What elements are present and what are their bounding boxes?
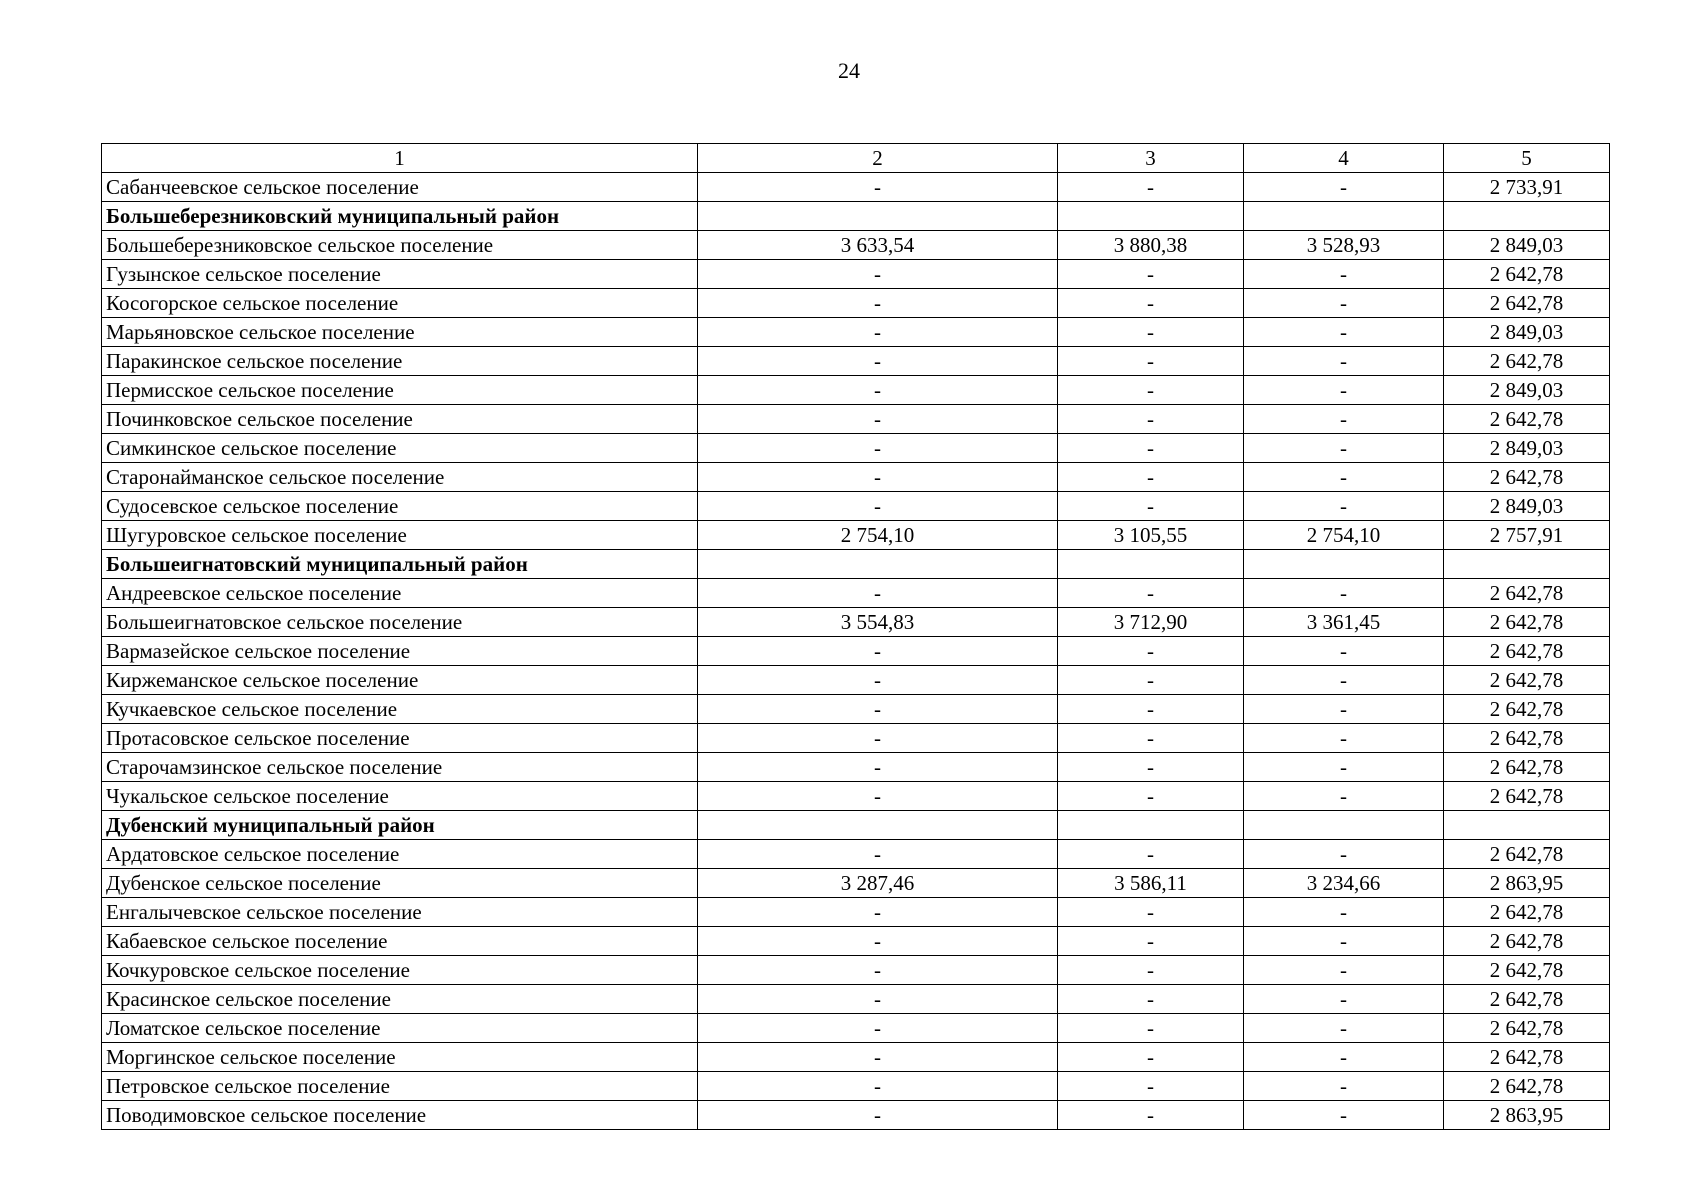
column-3-cell: - [1058, 840, 1244, 869]
column-4-cell: - [1244, 666, 1444, 695]
column-3-cell: - [1058, 463, 1244, 492]
column-5-cell: 2 642,78 [1444, 724, 1610, 753]
district-header-row [102, 550, 1610, 579]
settlement-name-cell: Дубенское сельское поселение [102, 869, 698, 898]
settlement-name-cell: Большеберезниковское сельское поселение [102, 231, 698, 260]
settlement-name-cell: Пермисское сельское поселение [102, 376, 698, 405]
data-table [101, 143, 1610, 1130]
district-header-row [102, 811, 1610, 840]
column-3-cell: - [1058, 695, 1244, 724]
column-4-cell: - [1244, 898, 1444, 927]
settlement-name-cell: Починковское сельское поселение [102, 405, 698, 434]
column-2-cell: - [698, 840, 1058, 869]
settlement-name-cell: Поводимовское сельское поселение [102, 1101, 698, 1130]
settlement-name-cell: Старонайманское сельское поселение [102, 463, 698, 492]
column-4-cell: - [1244, 1014, 1444, 1043]
column-2-cell: 2 754,10 [698, 521, 1058, 550]
column-4-cell: 3 234,66 [1244, 869, 1444, 898]
column-4-cell: - [1244, 985, 1444, 1014]
column-4-cell [1244, 811, 1444, 840]
column-5-cell: 2 642,78 [1444, 695, 1610, 724]
table-row [102, 666, 1610, 695]
column-5-cell: 2 642,78 [1444, 840, 1610, 869]
column-5-cell [1444, 550, 1610, 579]
column-2-cell [698, 202, 1058, 231]
column-5-cell: 2 642,78 [1444, 753, 1610, 782]
column-3-cell: 3 880,38 [1058, 231, 1244, 260]
column-3-cell: - [1058, 318, 1244, 347]
column-5-cell: 2 642,78 [1444, 579, 1610, 608]
column-5-cell: 2 733,91 [1444, 173, 1610, 202]
column-5-cell: 2 642,78 [1444, 347, 1610, 376]
table-row [102, 1014, 1610, 1043]
column-5-cell: 2 757,91 [1444, 521, 1610, 550]
settlement-name-cell: Протасовское сельское поселение [102, 724, 698, 753]
column-3-cell: - [1058, 260, 1244, 289]
column-header-3: 3 [1058, 144, 1244, 173]
column-3-cell: - [1058, 666, 1244, 695]
column-4-cell: - [1244, 782, 1444, 811]
settlement-name-cell: Ломатское сельское поселение [102, 1014, 698, 1043]
column-2-cell: - [698, 956, 1058, 985]
district-name-cell: Дубенский муниципальный район [102, 811, 698, 840]
column-3-cell: - [1058, 434, 1244, 463]
column-4-cell: 2 754,10 [1244, 521, 1444, 550]
column-2-cell: - [698, 1043, 1058, 1072]
column-3-cell: 3 586,11 [1058, 869, 1244, 898]
column-2-cell: - [698, 1101, 1058, 1130]
settlement-name-cell: Судосевское сельское поселение [102, 492, 698, 521]
column-5-cell: 2 849,03 [1444, 231, 1610, 260]
column-3-cell: 3 712,90 [1058, 608, 1244, 637]
column-4-cell: - [1244, 173, 1444, 202]
settlement-name-cell: Киржеманское сельское поселение [102, 666, 698, 695]
settlement-name-cell: Петровское сельское поселение [102, 1072, 698, 1101]
column-header-2: 2 [698, 144, 1058, 173]
column-3-cell: - [1058, 492, 1244, 521]
column-5-cell: 2 642,78 [1444, 1014, 1610, 1043]
column-3-cell [1058, 811, 1244, 840]
table-row [102, 869, 1610, 898]
table-row [102, 376, 1610, 405]
column-4-cell: - [1244, 724, 1444, 753]
column-3-cell: - [1058, 956, 1244, 985]
column-5-cell: 2 642,78 [1444, 1043, 1610, 1072]
column-4-cell: - [1244, 492, 1444, 521]
column-3-cell: - [1058, 173, 1244, 202]
settlement-name-cell: Паракинское сельское поселение [102, 347, 698, 376]
column-3-cell: - [1058, 1043, 1244, 1072]
column-5-cell [1444, 202, 1610, 231]
column-3-cell: - [1058, 985, 1244, 1014]
column-4-cell [1244, 550, 1444, 579]
table-row [102, 463, 1610, 492]
column-3-cell [1058, 202, 1244, 231]
settlement-name-cell: Косогорское сельское поселение [102, 289, 698, 318]
column-5-cell: 2 849,03 [1444, 376, 1610, 405]
settlement-name-cell: Моргинское сельское поселение [102, 1043, 698, 1072]
column-4-cell: - [1244, 956, 1444, 985]
column-2-cell [698, 550, 1058, 579]
column-2-cell: - [698, 260, 1058, 289]
settlement-name-cell: Вармазейское сельское поселение [102, 637, 698, 666]
table-row [102, 289, 1610, 318]
settlement-name-cell: Кабаевское сельское поселение [102, 927, 698, 956]
column-4-cell: - [1244, 260, 1444, 289]
column-2-cell: - [698, 782, 1058, 811]
column-4-cell: 3 361,45 [1244, 608, 1444, 637]
column-header-4: 4 [1244, 144, 1444, 173]
table-row [102, 434, 1610, 463]
table-row [102, 231, 1610, 260]
column-5-cell: 2 642,78 [1444, 666, 1610, 695]
column-5-cell: 2 863,95 [1444, 1101, 1610, 1130]
column-5-cell: 2 849,03 [1444, 492, 1610, 521]
column-2-cell: - [698, 492, 1058, 521]
table-row [102, 898, 1610, 927]
column-4-cell [1244, 202, 1444, 231]
settlement-name-cell: Большеигнатовское сельское поселение [102, 608, 698, 637]
settlement-name-cell: Чукальское сельское поселение [102, 782, 698, 811]
column-5-cell: 2 642,78 [1444, 898, 1610, 927]
column-5-cell [1444, 811, 1610, 840]
table-row [102, 1043, 1610, 1072]
column-2-cell: - [698, 289, 1058, 318]
column-3-cell: - [1058, 1072, 1244, 1101]
column-3-cell: - [1058, 579, 1244, 608]
district-name-cell: Большеигнатовский муниципальный район [102, 550, 698, 579]
column-2-cell: - [698, 405, 1058, 434]
settlement-name-cell: Гузынское сельское поселение [102, 260, 698, 289]
table-row [102, 1072, 1610, 1101]
column-2-cell: - [698, 637, 1058, 666]
column-2-cell [698, 811, 1058, 840]
column-2-cell: - [698, 1014, 1058, 1043]
column-2-cell: - [698, 985, 1058, 1014]
column-5-cell: 2 642,78 [1444, 637, 1610, 666]
column-header-5: 5 [1444, 144, 1610, 173]
column-2-cell: - [698, 376, 1058, 405]
column-3-cell: - [1058, 376, 1244, 405]
table-row [102, 521, 1610, 550]
column-2-cell: 3 554,83 [698, 608, 1058, 637]
table-body [102, 173, 1610, 1130]
column-3-cell: - [1058, 898, 1244, 927]
column-4-cell: - [1244, 927, 1444, 956]
column-4-cell: - [1244, 376, 1444, 405]
column-5-cell: 2 642,78 [1444, 1072, 1610, 1101]
table-row [102, 492, 1610, 521]
column-4-cell: - [1244, 347, 1444, 376]
column-3-cell: - [1058, 1014, 1244, 1043]
table-row [102, 840, 1610, 869]
settlement-name-cell: Андреевское сельское поселение [102, 579, 698, 608]
column-4-cell: - [1244, 1043, 1444, 1072]
column-2-cell: - [698, 753, 1058, 782]
column-3-cell: - [1058, 289, 1244, 318]
table-row [102, 173, 1610, 202]
table-row [102, 782, 1610, 811]
column-2-cell: - [698, 318, 1058, 347]
table-row [102, 724, 1610, 753]
table-row [102, 985, 1610, 1014]
column-4-cell: 3 528,93 [1244, 231, 1444, 260]
column-2-cell: 3 287,46 [698, 869, 1058, 898]
settlement-name-cell: Симкинское сельское поселение [102, 434, 698, 463]
column-2-cell: - [698, 666, 1058, 695]
table-row [102, 637, 1610, 666]
column-4-cell: - [1244, 318, 1444, 347]
table-row [102, 347, 1610, 376]
column-2-cell: - [698, 434, 1058, 463]
column-2-cell: - [698, 579, 1058, 608]
settlement-name-cell: Шугуровское сельское поселение [102, 521, 698, 550]
column-3-cell: - [1058, 347, 1244, 376]
column-4-cell: - [1244, 579, 1444, 608]
settlement-name-cell: Кучкаевское сельское поселение [102, 695, 698, 724]
table-row [102, 579, 1610, 608]
column-4-cell: - [1244, 840, 1444, 869]
column-number-row [102, 144, 1610, 173]
table-row [102, 608, 1610, 637]
table-row [102, 753, 1610, 782]
column-2-cell: - [698, 927, 1058, 956]
settlement-name-cell: Красинское сельское поселение [102, 985, 698, 1014]
column-2-cell: - [698, 724, 1058, 753]
column-5-cell: 2 849,03 [1444, 434, 1610, 463]
column-3-cell: 3 105,55 [1058, 521, 1244, 550]
column-5-cell: 2 642,78 [1444, 289, 1610, 318]
column-4-cell: - [1244, 1101, 1444, 1130]
table-row [102, 695, 1610, 724]
table-row [102, 1101, 1610, 1130]
column-3-cell: - [1058, 1101, 1244, 1130]
column-3-cell: - [1058, 405, 1244, 434]
settlement-name-cell: Ардатовское сельское поселение [102, 840, 698, 869]
settlement-name-cell: Старочамзинское сельское поселение [102, 753, 698, 782]
column-3-cell [1058, 550, 1244, 579]
column-5-cell: 2 642,78 [1444, 405, 1610, 434]
column-header-1: 1 [102, 144, 698, 173]
table-row [102, 260, 1610, 289]
column-2-cell: 3 633,54 [698, 231, 1058, 260]
column-4-cell: - [1244, 289, 1444, 318]
column-2-cell: - [698, 695, 1058, 724]
column-2-cell: - [698, 173, 1058, 202]
settlement-name-cell: Сабанчеевское сельское поселение [102, 173, 698, 202]
column-5-cell: 2 642,78 [1444, 608, 1610, 637]
table-row [102, 956, 1610, 985]
table-row [102, 405, 1610, 434]
column-2-cell: - [698, 463, 1058, 492]
column-4-cell: - [1244, 753, 1444, 782]
column-4-cell: - [1244, 695, 1444, 724]
column-3-cell: - [1058, 782, 1244, 811]
column-5-cell: 2 642,78 [1444, 782, 1610, 811]
district-name-cell: Большеберезниковский муниципальный район [102, 202, 698, 231]
column-4-cell: - [1244, 1072, 1444, 1101]
page-number: 24 [838, 58, 860, 83]
settlement-name-cell: Енгалычевское сельское поселение [102, 898, 698, 927]
column-4-cell: - [1244, 637, 1444, 666]
column-4-cell: - [1244, 405, 1444, 434]
column-3-cell: - [1058, 724, 1244, 753]
column-3-cell: - [1058, 753, 1244, 782]
column-3-cell: - [1058, 637, 1244, 666]
column-2-cell: - [698, 347, 1058, 376]
table-row [102, 927, 1610, 956]
district-header-row [102, 202, 1610, 231]
table-row [102, 318, 1610, 347]
column-4-cell: - [1244, 434, 1444, 463]
column-2-cell: - [698, 898, 1058, 927]
settlement-name-cell: Кочкуровское сельское поселение [102, 956, 698, 985]
column-5-cell: 2 863,95 [1444, 869, 1610, 898]
column-5-cell: 2 642,78 [1444, 463, 1610, 492]
column-5-cell: 2 642,78 [1444, 956, 1610, 985]
column-5-cell: 2 642,78 [1444, 985, 1610, 1014]
column-4-cell: - [1244, 463, 1444, 492]
column-3-cell: - [1058, 927, 1244, 956]
column-5-cell: 2 642,78 [1444, 260, 1610, 289]
settlement-name-cell: Марьяновское сельское поселение [102, 318, 698, 347]
column-5-cell: 2 849,03 [1444, 318, 1610, 347]
column-2-cell: - [698, 1072, 1058, 1101]
column-5-cell: 2 642,78 [1444, 927, 1610, 956]
